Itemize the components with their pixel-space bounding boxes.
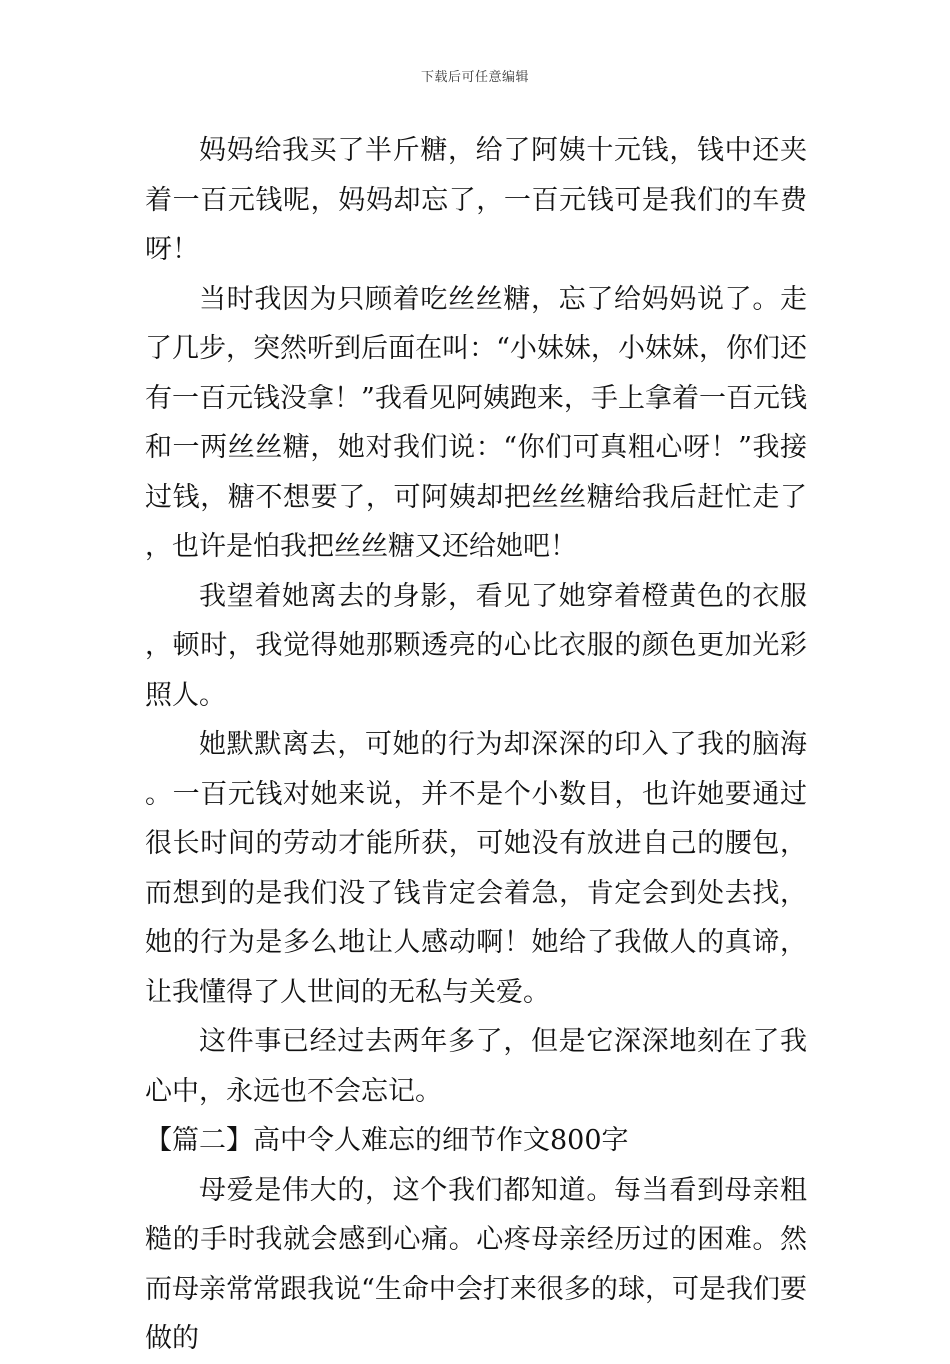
body-paragraph: 我望着她离去的身影，看见了她穿着橙黄色的衣服，顿时，我觉得她那颗透亮的心比衣服的颜色更加光彩照人。	[145, 580, 807, 711]
document-body	[145, 126, 807, 1364]
page-header: 下载后可任意编辑	[420, 70, 529, 85]
body-paragraph: 母爱是伟大的，这个我们都知道。每当看到母亲粗糙的手时我就会感到心痛。心疼母亲经历过的困难。然而母亲常常跟我说“生命中会打来很多的球，可是我们要做的	[145, 1174, 807, 1354]
body-paragraph: 妈妈给我买了半斤糖，给了阿姨十元钱，钱中还夹着一百元钱呢，妈妈却忘了，一百元钱可是我们的车费呀！	[145, 135, 807, 265]
body-paragraph: 当时我因为只顾着吃丝丝糖，忘了给妈妈说了。走了几步，突然听到后面在叫：“小妹妹，小妹妹，你们还有一百元钱没拿！”我看见阿姨跑来，手上拿着一百元钱和一两丝丝糖，她对我们说：“你们可真粗心呀！”我接过钱，糖不想要了，可阿姨却把丝丝糖给我后赶忙走了，也许是怕我把丝丝糖又还给她吧！	[145, 283, 807, 562]
body-paragraph: 这件事已经过去两年多了，但是它深深地刻在了我心中，永远也不会忘记。	[145, 1026, 807, 1107]
body-paragraph: 她默默离去，可她的行为却深深的印入了我的脑海。一百元钱对她来说，并不是个小数目，也许她要通过很长时间的劳动才能所获，可她没有放进自己的腰包，而想到的是我们没了钱肯定会着急，肯定会到处去找，她的行为是多么地让人感动啊！她给了我做人的真谛，让我懂得了人世间的无私与关爱。	[145, 729, 807, 1008]
section-heading: 【篇二】高中令人难忘的细节作文800字	[145, 1125, 629, 1156]
